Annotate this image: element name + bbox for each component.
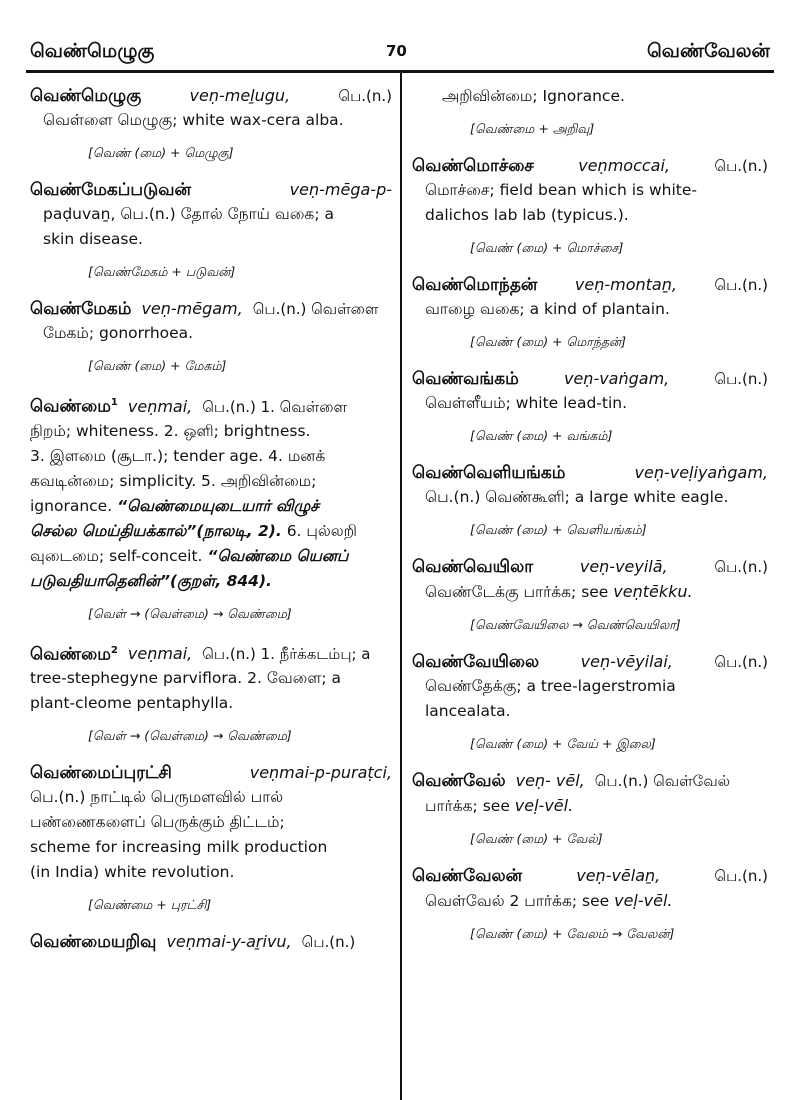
definition-line: மொச்சை; field bean which is white-: [425, 181, 698, 199]
definition: [30, 666, 392, 716]
definition-line: tree-stephegyne parviflora. 2. வேளை; a: [30, 669, 341, 688]
headword: வெண்மெழுகு: [30, 86, 142, 106]
right-column: [412, 84, 768, 959]
part-of-speech: பெ.(n.) 1. நீர்க்கடம்பு; a: [202, 645, 371, 664]
part-of-speech: பெ.(n.): [714, 157, 768, 175]
transliteration: veṇ- vēl,: [515, 771, 585, 790]
definition-line: (in India) white revolution.: [30, 863, 235, 882]
part-of-speech: பெ.(n.): [714, 276, 768, 294]
definition: [412, 178, 768, 228]
definition-line: வுடைமை; self-conceit. “வெண்மை யெனப்: [30, 546, 349, 565]
transliteration: veṇ-meḻugu,: [189, 86, 291, 105]
definition-continued: அறிவின்மை; Ignorance.: [442, 87, 625, 105]
definition: [30, 202, 392, 252]
definition-line: பண்ணைகளைப் பெருக்கும் திட்டம்;: [30, 813, 285, 832]
headword: வெண்வேல்: [412, 771, 506, 791]
definition-line: நிறம்; whiteness. 2. ஒளி; brightness.: [30, 421, 311, 440]
dictionary-entry: [412, 864, 768, 914]
headword: வெண்மொச்சை: [412, 156, 534, 176]
etymology: [வெண்மை + புரட்சி]: [88, 897, 212, 913]
guide-word-left: வெண்மெழுகு: [30, 40, 155, 62]
definition: வெள்ளீயம்; white lead-tin.: [425, 394, 628, 412]
dictionary-entry: [412, 154, 768, 228]
column-divider: [400, 73, 402, 1100]
part-of-speech: பெ.(n.): [714, 370, 768, 388]
headword: வெண்வெளியங்கம்: [412, 463, 566, 483]
dictionary-entry: [30, 297, 392, 346]
definition-line: lancealata.: [425, 702, 511, 720]
dictionary-entry: [412, 555, 768, 605]
definition-line: 3. இளமை (சூடா.); tender age. 4. மனக்: [30, 446, 326, 465]
quotation: “வெண்மை யெனப்: [207, 546, 349, 565]
etymology: [வெண் (மை) + வெளியங்கம்]: [470, 522, 647, 537]
dictionary-entry: [412, 367, 768, 416]
etymology: [வெண்வேயிலை → வெண்வெயிலா]: [470, 617, 681, 632]
guide-word-right: வெண்வேலன்: [646, 40, 770, 62]
definition-line: scheme for increasing milk production: [30, 838, 328, 857]
transliteration: veṇ-vaṅgam,: [563, 369, 670, 388]
cross-reference: veḷ-vēl.: [514, 796, 574, 815]
definition-line: பெ.(n.) நாட்டில் பெருமளவில் பால்: [30, 788, 284, 807]
definition-line: வெண்தேக்கு; a tree-lagerstromia: [425, 677, 676, 695]
headword: வெண்வேலன்: [412, 866, 523, 886]
citation: (நாலடி, 2).: [196, 521, 282, 540]
definition-line: கவடின்மை; simplicity. 5. அறிவின்மை;: [30, 471, 317, 490]
part-of-speech: பெ.(n.): [714, 653, 768, 671]
etymology: [வெண்மேகம் + படுவன்]: [88, 264, 236, 279]
headword: வெண்மேகம்: [30, 299, 132, 319]
definition: [30, 785, 392, 885]
definition-line: paḍuvaṉ, பெ.(n.) தோல் நோய் வகை; a: [43, 205, 334, 223]
dictionary-entry: [412, 273, 768, 322]
headword: வெண்மொந்தன்: [412, 275, 538, 295]
homonym-number: 2: [110, 644, 118, 656]
etymology: [வெண் (மை) + மொச்சை]: [470, 240, 624, 255]
etymology: [வெண்மை + அறிவு]: [470, 121, 595, 136]
definition-line: ignorance. “வெண்மையுடையார் விழுச்: [30, 496, 319, 515]
transliteration: veṇ-veyilā,: [579, 557, 668, 576]
etymology: [வெண் (மை) + வேய் + இலை]: [470, 736, 656, 751]
definition: வாழை வகை; a kind of plantain.: [425, 300, 670, 318]
part-of-speech: பெ.(n.) வெள்ளை: [252, 300, 379, 318]
transliteration: veṇ-mēga-p-: [289, 180, 392, 199]
definition: வெள்வேல் 2 பார்க்க; see veḷ-vēl.: [425, 891, 673, 910]
definition: பெ.(n.) வெண்கூளி; a large white eagle.: [425, 488, 729, 506]
definition-line: skin disease.: [43, 230, 143, 248]
transliteration: veṇmai-y-aṟivu,: [166, 932, 292, 952]
definition: [30, 419, 392, 594]
cross-reference: veṇtēkku.: [613, 582, 693, 601]
transliteration: veṇmoccai,: [578, 156, 670, 175]
definition-line: [30, 569, 392, 594]
dictionary-entry: [30, 178, 392, 252]
etymology: [வெள் → (வெள்மை) → வெண்மை]: [88, 605, 292, 621]
homonym-number: 1: [110, 397, 118, 408]
transliteration: veṇ-vēlaṉ,: [576, 866, 661, 885]
dictionary-entry: [30, 84, 392, 133]
dictionary-entry: [30, 930, 392, 954]
dictionary-entry: [30, 639, 392, 717]
headword: வெண்மையறிவு: [30, 932, 157, 953]
definition: மேகம்; gonorrhoea.: [43, 324, 194, 342]
dictionary-entry: [30, 761, 392, 885]
transliteration: veṇmai-p-puraṭci,: [249, 763, 392, 783]
dictionary-entry: [412, 769, 768, 819]
dictionary-entry-continued: [412, 84, 768, 109]
headword: வெண்வெயிலா: [412, 557, 534, 577]
definition-line: dalichos lab lab (typicus.).: [425, 206, 629, 224]
definition: [412, 674, 768, 724]
dictionary-entry: [412, 461, 768, 510]
headword: வெண்வேயிலை: [412, 652, 540, 672]
etymology: [வெண் (மை) + மொந்தன்]: [470, 334, 626, 349]
definition-line: செல்ல மெய்தியக்கால்”(நாலடி, 2). 6. புல்லறி: [30, 521, 358, 540]
cross-reference: veḷ-vēl.: [614, 891, 673, 910]
part-of-speech: பெ.(n.) 1. வெள்ளை: [202, 397, 347, 416]
definition-line: plant-cleome pentaphylla.: [30, 694, 234, 713]
transliteration: veṇmai,: [127, 396, 193, 416]
dictionary-entry: [30, 391, 392, 594]
definition: வெள்ளை மெழுகு; white wax-cera alba.: [43, 111, 344, 129]
left-column: [30, 84, 392, 966]
headword: வெண்மைப்புரட்சி: [30, 763, 172, 784]
definition: பார்க்க; see veḷ-vēl.: [425, 796, 574, 815]
quotation: “வெண்மையுடையார் விழுச்: [117, 496, 319, 515]
page-number: 70: [386, 42, 407, 60]
part-of-speech: பெ.(n.): [714, 867, 768, 885]
definition: வெண்டேக்கு பார்க்க; see veṇtēkku.: [425, 582, 693, 601]
part-of-speech: பெ.(n.): [338, 87, 392, 105]
transliteration: veṇ-vēyilai,: [580, 652, 673, 671]
headword: வெண்மை$^1$: [30, 396, 118, 417]
transliteration: veṇmai,: [127, 644, 193, 664]
quotation: படுவதியாதெனின்”: [30, 571, 171, 590]
transliteration: veṇ-veḷiyaṅgam,: [634, 463, 768, 482]
etymology: [வெண் (மை) + வேல்]: [470, 831, 603, 846]
quotation: செல்ல மெய்தியக்கால்”: [30, 521, 197, 540]
headword: வெண்வங்கம்: [412, 369, 519, 389]
etymology: [வெண் (மை) + மெழுகு]: [88, 145, 234, 160]
part-of-speech: பெ.(n.): [714, 558, 768, 576]
headword: வெண்மை$^2$: [30, 644, 118, 665]
etymology: [வெண் (மை) + வேலம் → வேலன்]: [470, 926, 675, 941]
transliteration: veṇ-mēgam,: [141, 299, 243, 318]
part-of-speech: பெ.(n.): [301, 933, 356, 952]
transliteration: veṇ-montaṉ,: [574, 275, 677, 294]
part-of-speech: பெ.(n.) வெள்வேல்: [594, 772, 731, 790]
dictionary-entry: [412, 650, 768, 724]
etymology: [வெள் → (வெள்மை) → வெண்மை]: [88, 728, 292, 744]
page-header: [0, 0, 800, 74]
etymology: [வெண் (மை) + மேகம்]: [88, 358, 227, 373]
headword: வெண்மேகப்படுவன்: [30, 180, 191, 200]
citation: (குறள், 844).: [170, 571, 272, 590]
etymology: [வெண் (மை) + வங்கம்]: [470, 428, 613, 443]
